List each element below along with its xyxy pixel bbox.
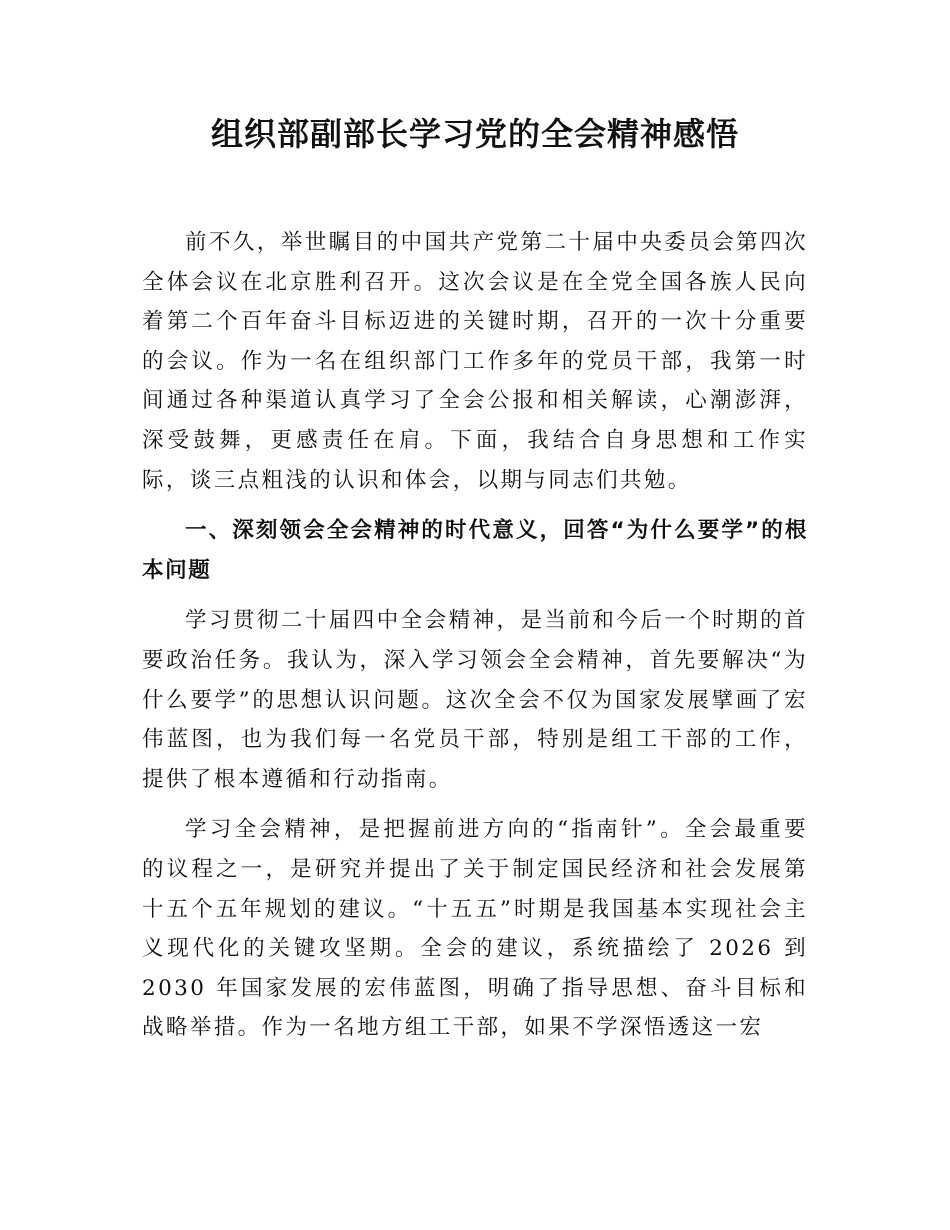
intro-paragraph: 前不久，举世瞩目的中国共产党第二十届中央委员会第四次全体会议在北京胜利召开。这次会议是在全党全国各族人民向着第二个百年奋斗目标迈进的关键时期，召开的一次十分重要的会议。作为一名在组织部门工作多年的党员干部，我第一时间通过各种渠道认真学习了全会公报和相关解读，心潮澎湃，深受鼓舞，更感责任在肩。下面，我结合自身思想和工作实际，谈三点粗浅的认识和体会，以期与同志们共勉。 — [142, 230, 808, 493]
section-heading: 一、深刻领会全会精神的时代意义，回答“为什么要学”的根本问题 — [142, 518, 808, 583]
body-paragraph: 学习贯彻二十届四中全会精神，是当前和今后一个时期的首要政治任务。我认为，深入学习领会全会精神，首先要解决“为什么要学”的思想认识问题。这次全会不仅为国家发展擘画了宏伟蓝图，也为我们每一名党员干部，特别是组工干部的工作，提供了根本遵循和行动指南。 — [142, 608, 808, 792]
body-paragraph: 学习全会精神，是把握前进方向的“指南针”。全会最重要的议程之一，是研究并提出了关于制定国民经济和社会发展第十五个五年规划的建议。“十五五”时期是我国基本实现社会主义现代化的关键攻坚期。全会的建议，系统描绘了 2026 到 2030 年国家发展的宏伟蓝图，明确了指导思想、奋斗目标和战略举措。作为一名地方组工干部，如果不学深悟透这一宏 — [142, 817, 808, 1041]
document-title: 组织部副部长学习党的全会精神感悟 — [210, 115, 739, 153]
document-body — [142, 223, 808, 1048]
